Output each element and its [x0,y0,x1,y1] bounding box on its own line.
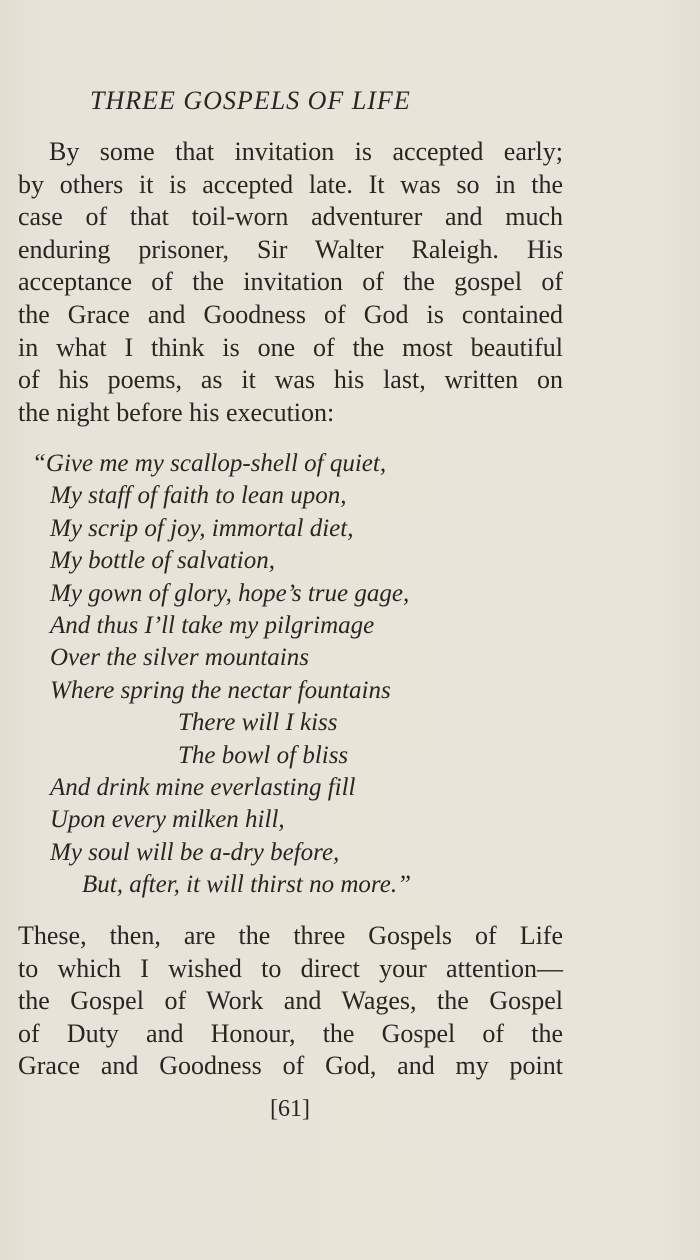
text-line: of his poems, as it was his last, written on [18,365,563,395]
text-line: acceptance of the invitation of the gospel of [18,267,563,297]
page-number: [61] [270,1096,310,1122]
paragraph-raleigh [18,136,563,429]
text-line: By some that invitation is accepted early; [49,137,563,166]
text-line: to which I wished to direct your attention— [18,953,563,983]
poem-line: There will I kiss [178,709,338,737]
text-line: enduring prisoner, Sir Walter Raleigh. His [18,234,563,264]
poem-line: My gown of glory, hope’s true gage, [50,579,410,607]
poem-line: But, after, it will thirst no more.” [82,871,411,899]
running-head: THREE GOSPELS OF LIFE [90,86,411,115]
poem-quotation [32,448,411,901]
paragraph-three-gospels [18,920,563,1083]
poem-line: Upon every milken hill, [50,806,285,834]
poem-line: The bowl of bliss [178,741,349,769]
text-line: by others it is accepted late. It was so in the [18,169,563,199]
poem-line: “Give me my scallop-shell of quiet, [32,450,387,477]
text-line: These, then, are the three Gospels of Life [18,921,563,950]
text-line: the night before his execution: [18,397,335,427]
text-line: the Grace and Goodness of God is contained [18,299,563,329]
poem-line: My bottle of salvation, [50,547,275,575]
poem-line: Where spring the nectar fountains [50,676,391,704]
text-line: in what I think is one of the most beautiful [18,332,563,362]
text-line: case of that toil-worn adventurer and much [18,202,563,232]
poem-line: And drink mine everlasting fill [50,773,356,801]
poem-line: My soul will be a-dry before, [50,838,340,866]
poem-line: My staff of faith to lean upon, [50,482,347,510]
poem-line: My scrip of joy, immortal diet, [50,514,354,542]
poem-line: And thus I’ll take my pilgrimage [50,611,375,639]
poem-line: Over the silver mountains [50,644,309,672]
text-line: Grace and Goodness of God, and my point [18,1051,563,1081]
text-line: the Gospel of Work and Wages, the Gospel [18,986,563,1016]
text-line: of Duty and Honour, the Gospel of the [18,1018,563,1048]
